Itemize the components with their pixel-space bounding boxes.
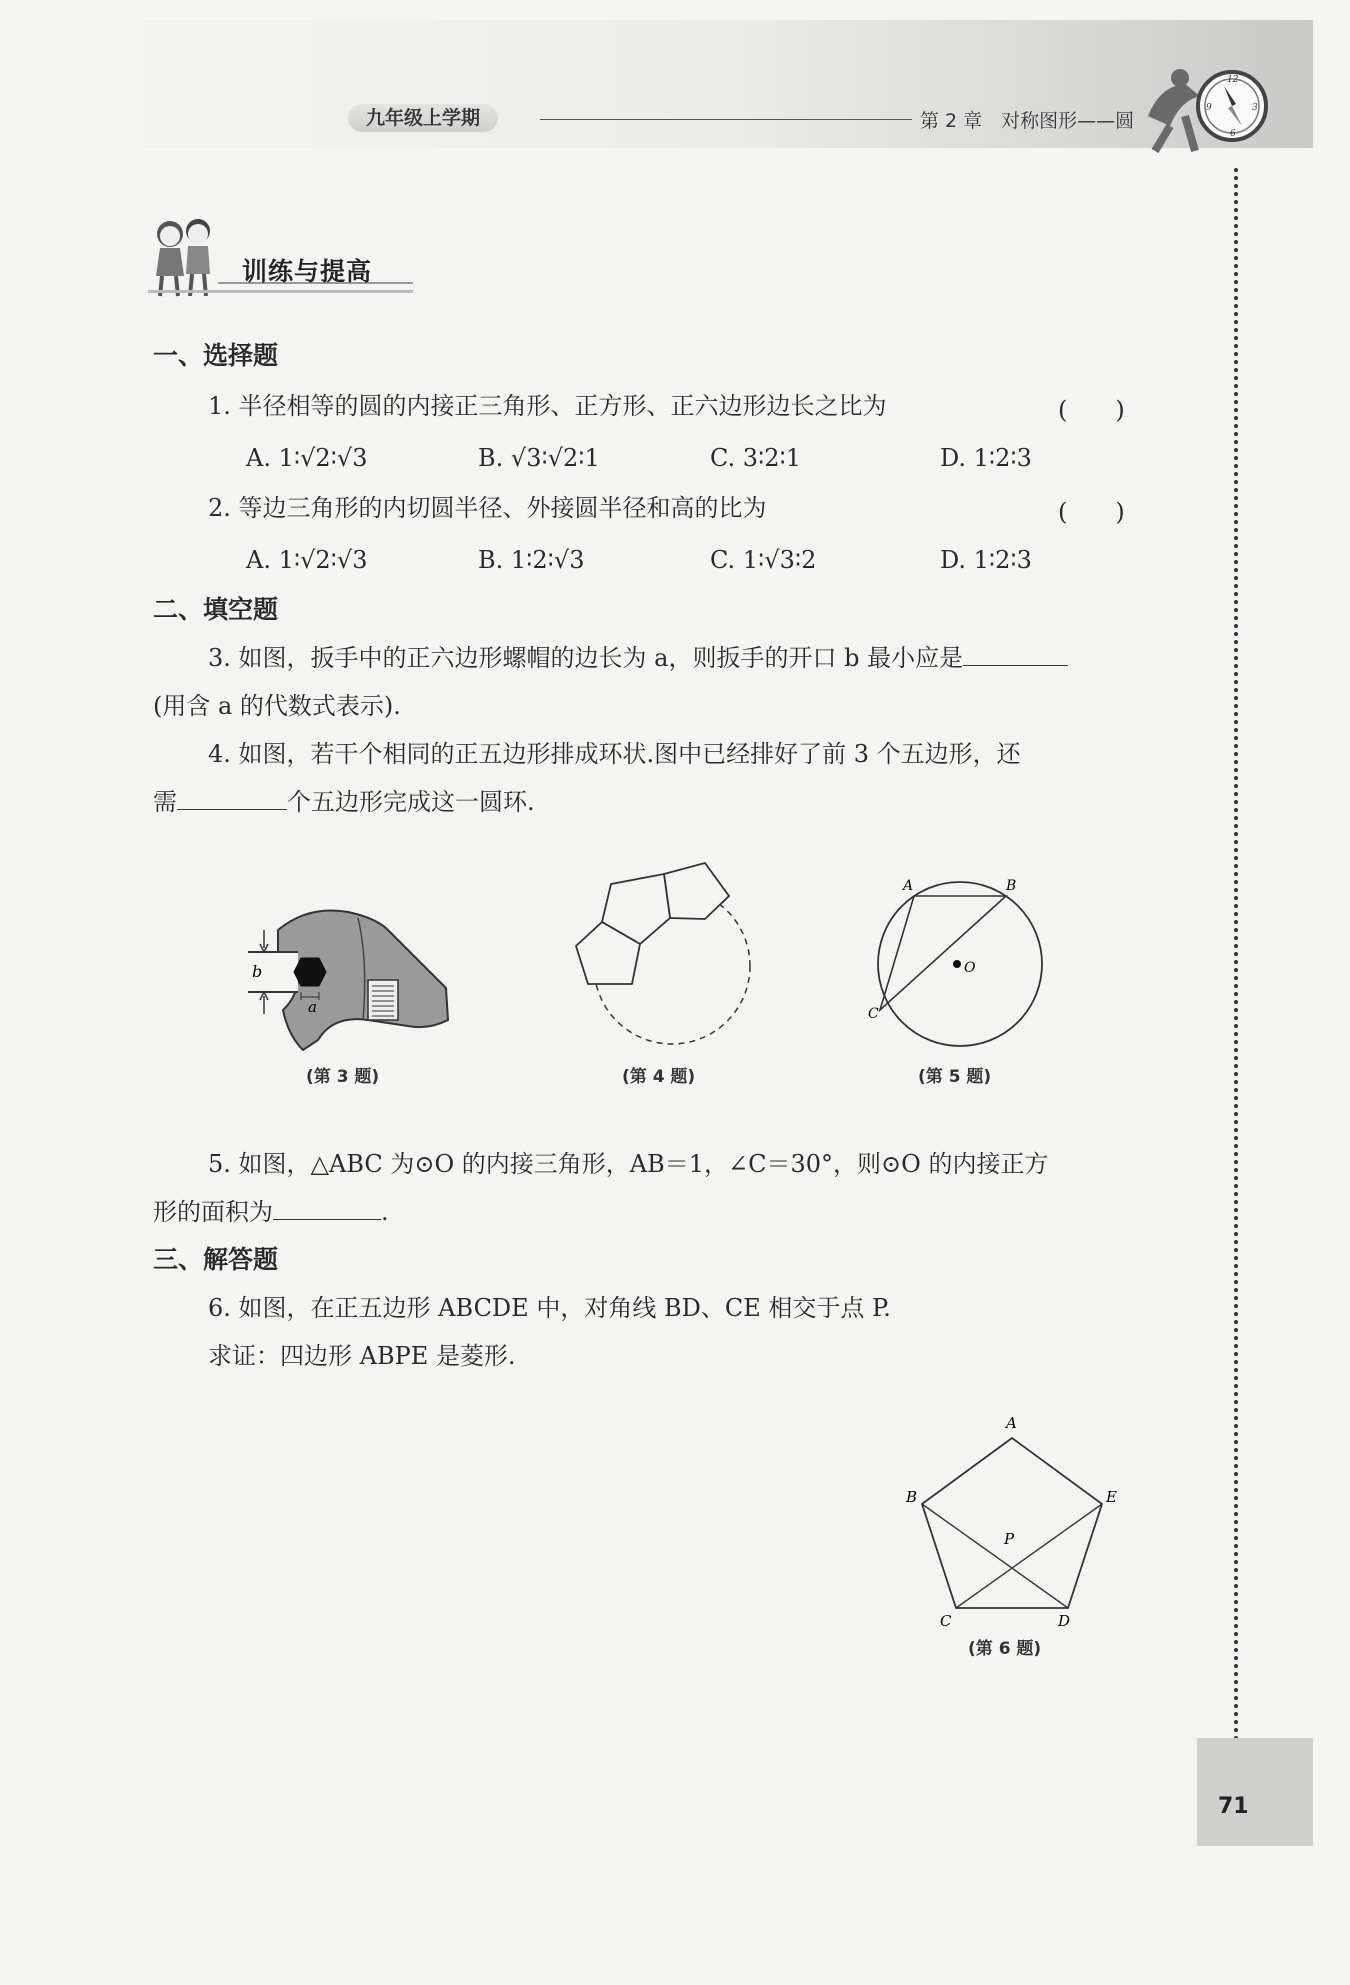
figure-3-caption: (第 3 题) — [306, 1067, 380, 1087]
question-5-answer-blank — [273, 1197, 381, 1220]
question-6-line-2: 求证：四边形 ABPE 是菱形. — [208, 1342, 516, 1370]
question-4-text-after: 个五边形完成这一圆环. — [287, 788, 535, 816]
page-number: 71 — [1218, 1794, 1249, 1819]
question-3-line-1 — [208, 642, 1068, 674]
figure-6-label-C: C — [940, 1612, 952, 1630]
compass-runner-icon — [1140, 56, 1280, 156]
question-4-line-1: 4. 如图，若干个相同的正五边形排成环状.图中已经排好了前 3 个五边形，还 — [208, 740, 1021, 768]
figure-6-label-P: P — [1004, 1530, 1015, 1548]
figure-5-label-A: A — [903, 878, 914, 894]
chapter-label: 第 2 章 对称图形——圆 — [920, 110, 1135, 132]
question-1-answer-paren: ( ) — [1058, 396, 1125, 424]
question-2-option-c: C. 1∶√3∶2 — [710, 546, 817, 574]
figure-4-pentagon-ring — [560, 846, 770, 1056]
question-2-text: 2. 等边三角形的内切圆半径、外接圆半径和高的比为 — [208, 494, 767, 522]
section-banner-title: 训练与提高 — [242, 257, 373, 286]
figure-6-label-E: E — [1106, 1488, 1117, 1506]
figure-6-caption: (第 6 题) — [968, 1639, 1042, 1659]
question-2-option-a: A. 1∶√2∶√3 — [246, 546, 368, 574]
figure-3-wrench — [248, 900, 468, 1060]
figure-6-label-B: B — [906, 1488, 918, 1506]
figure-3-label-b: b — [252, 962, 263, 981]
figure-6-label-D: D — [1058, 1612, 1071, 1630]
question-1-option-c: C. 3∶2∶1 — [710, 444, 802, 472]
question-2-option-d: D. 1∶2∶3 — [940, 546, 1032, 574]
question-6-line-1: 6. 如图，在正五边形 ABCDE 中，对角线 BD、CE 相交于点 P. — [208, 1294, 891, 1322]
question-3-text: 3. 如图，扳手中的正六边形螺帽的边长为 a，则扳手的开口 b 最小应是 — [208, 644, 964, 672]
figure-5-inscribed-triangle — [860, 868, 1060, 1048]
figure-6-label-A: A — [1006, 1414, 1017, 1432]
question-5-line-1: 5. 如图，△ABC 为⊙O 的内接三角形，AB＝1，∠C＝30°，则⊙O 的内接正方 — [208, 1150, 1049, 1178]
question-1-text: 1. 半径相等的圆的内接正三角形、正方形、正六边形边长之比为 — [208, 392, 887, 420]
figure-5-label-B: B — [1006, 878, 1017, 894]
question-4-line-2 — [153, 786, 535, 818]
figure-5-label-O: O — [964, 960, 976, 976]
question-1-option-a: A. 1∶√2∶√3 — [246, 444, 368, 472]
figure-4-caption: (第 4 题) — [622, 1067, 696, 1087]
question-4-text-before: 需 — [153, 788, 177, 816]
question-4-answer-blank — [177, 787, 287, 810]
svg-text:12: 12 — [1227, 75, 1239, 85]
question-1-option-b: B. √3∶√2∶1 — [478, 444, 600, 472]
question-5-line-2 — [153, 1196, 389, 1228]
figure-3-label-a: a — [308, 998, 317, 1016]
page-number-box — [1197, 1738, 1313, 1846]
section-heading-answer: 三、解答题 — [153, 1245, 279, 1274]
svg-text:3: 3 — [1252, 103, 1258, 113]
margin-dotted-rule — [1234, 168, 1238, 1742]
question-3-answer-blank — [963, 643, 1068, 666]
svg-text:9: 9 — [1206, 103, 1212, 113]
question-3-line-2: (用含 a 的代数式表示). — [153, 692, 401, 720]
figure-6-regular-pentagon — [900, 1410, 1130, 1630]
figure-5-caption: (第 5 题) — [918, 1067, 992, 1087]
grade-label: 九年级上学期 — [348, 104, 498, 132]
question-2-option-b: B. 1∶2∶√3 — [478, 546, 585, 574]
svg-text:6: 6 — [1230, 129, 1236, 139]
question-5-text-before: 形的面积为 — [153, 1198, 273, 1226]
header-divider — [540, 119, 912, 120]
question-2-answer-paren: ( ) — [1058, 498, 1125, 526]
figure-5-label-C: C — [868, 1006, 879, 1022]
question-1-option-d: D. 1∶2∶3 — [940, 444, 1032, 472]
section-heading-choice: 一、选择题 — [153, 341, 279, 370]
question-5-text-after: . — [381, 1198, 389, 1226]
section-heading-fill: 二、填空题 — [153, 595, 279, 624]
